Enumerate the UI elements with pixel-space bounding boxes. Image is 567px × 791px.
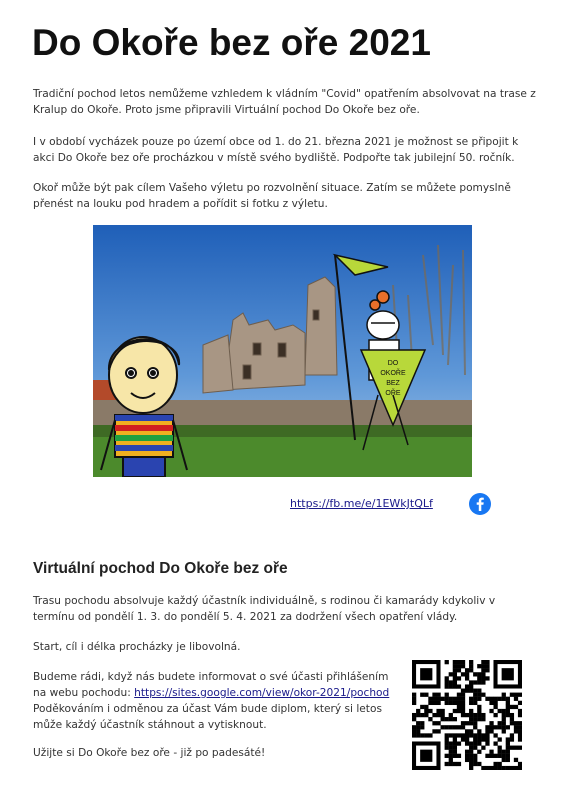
intro-paragraph-1: Tradiční pochod letos nemůžeme vzhledem k vládním "Covid" opatřením absolvovat na trase z Kralup do Okoře. Proto jsme připravili Virtuální pochod Do Okoře bez oře.: [33, 88, 536, 116]
intro-paragraph-3: Okoř může být pak cílem Vašeho výletu po rozvolnění situace. Zatím se můžete pomyslně přenést na louku pod hradem a pořídit si fotku z výletu.: [33, 182, 511, 210]
shield-line-2: OKOŘE: [380, 370, 406, 377]
section-paragraph-4: Užijte si Do Okoře bez oře - již po padesáté!: [33, 747, 266, 759]
qr-code-icon: [412, 660, 522, 770]
facebook-event-link[interactable]: https://fb.me/e/1EWkJtQLf: [290, 497, 433, 510]
facebook-icon[interactable]: [469, 493, 491, 515]
shield-line-1: DO: [387, 360, 399, 367]
castle-photo: [93, 225, 472, 477]
intro-paragraph-2: I v období vycházek pouze po území obce od 1. do 21. března 2021 je možnost se připojit k akci Do Okoře bez oře procházkou v místě svého bydliště. Podpořte tak jubilejní 50. ročník.: [33, 136, 519, 164]
section-paragraph-2: Start, cíl i délka procházky je libovolná.: [33, 641, 241, 653]
section-paragraph-1: Trasu pochodu absolvuje každý účastník individuálně, s rodinou či kamarády kdykoliv v termínu od pondělí 1. 3. do pondělí 5. 4. 2021 za dodržení všech opatření vlády.: [33, 595, 496, 623]
shield-line-4: OŘE: [385, 390, 401, 397]
shield-line-3: BEZ: [386, 380, 400, 387]
page-title: Do Okoře bez oře 2021: [32, 22, 431, 63]
section-paragraph-3: [33, 669, 403, 733]
section-heading: Virtuální pochod Do Okoře bez oře: [33, 560, 288, 577]
paragraph-3-text: Budeme rádi, když nás budete informovat o své účasti přihlášením na webu pochodu:: [33, 671, 389, 699]
paragraph-3-diploma: Poděkováním i odměnou za účast Vám bude diplom, který si letos může každý účastník stáhnout a vytisknout.: [33, 703, 382, 731]
registration-link[interactable]: https://sites.google.com/view/okor-2021/pochod: [134, 687, 390, 699]
